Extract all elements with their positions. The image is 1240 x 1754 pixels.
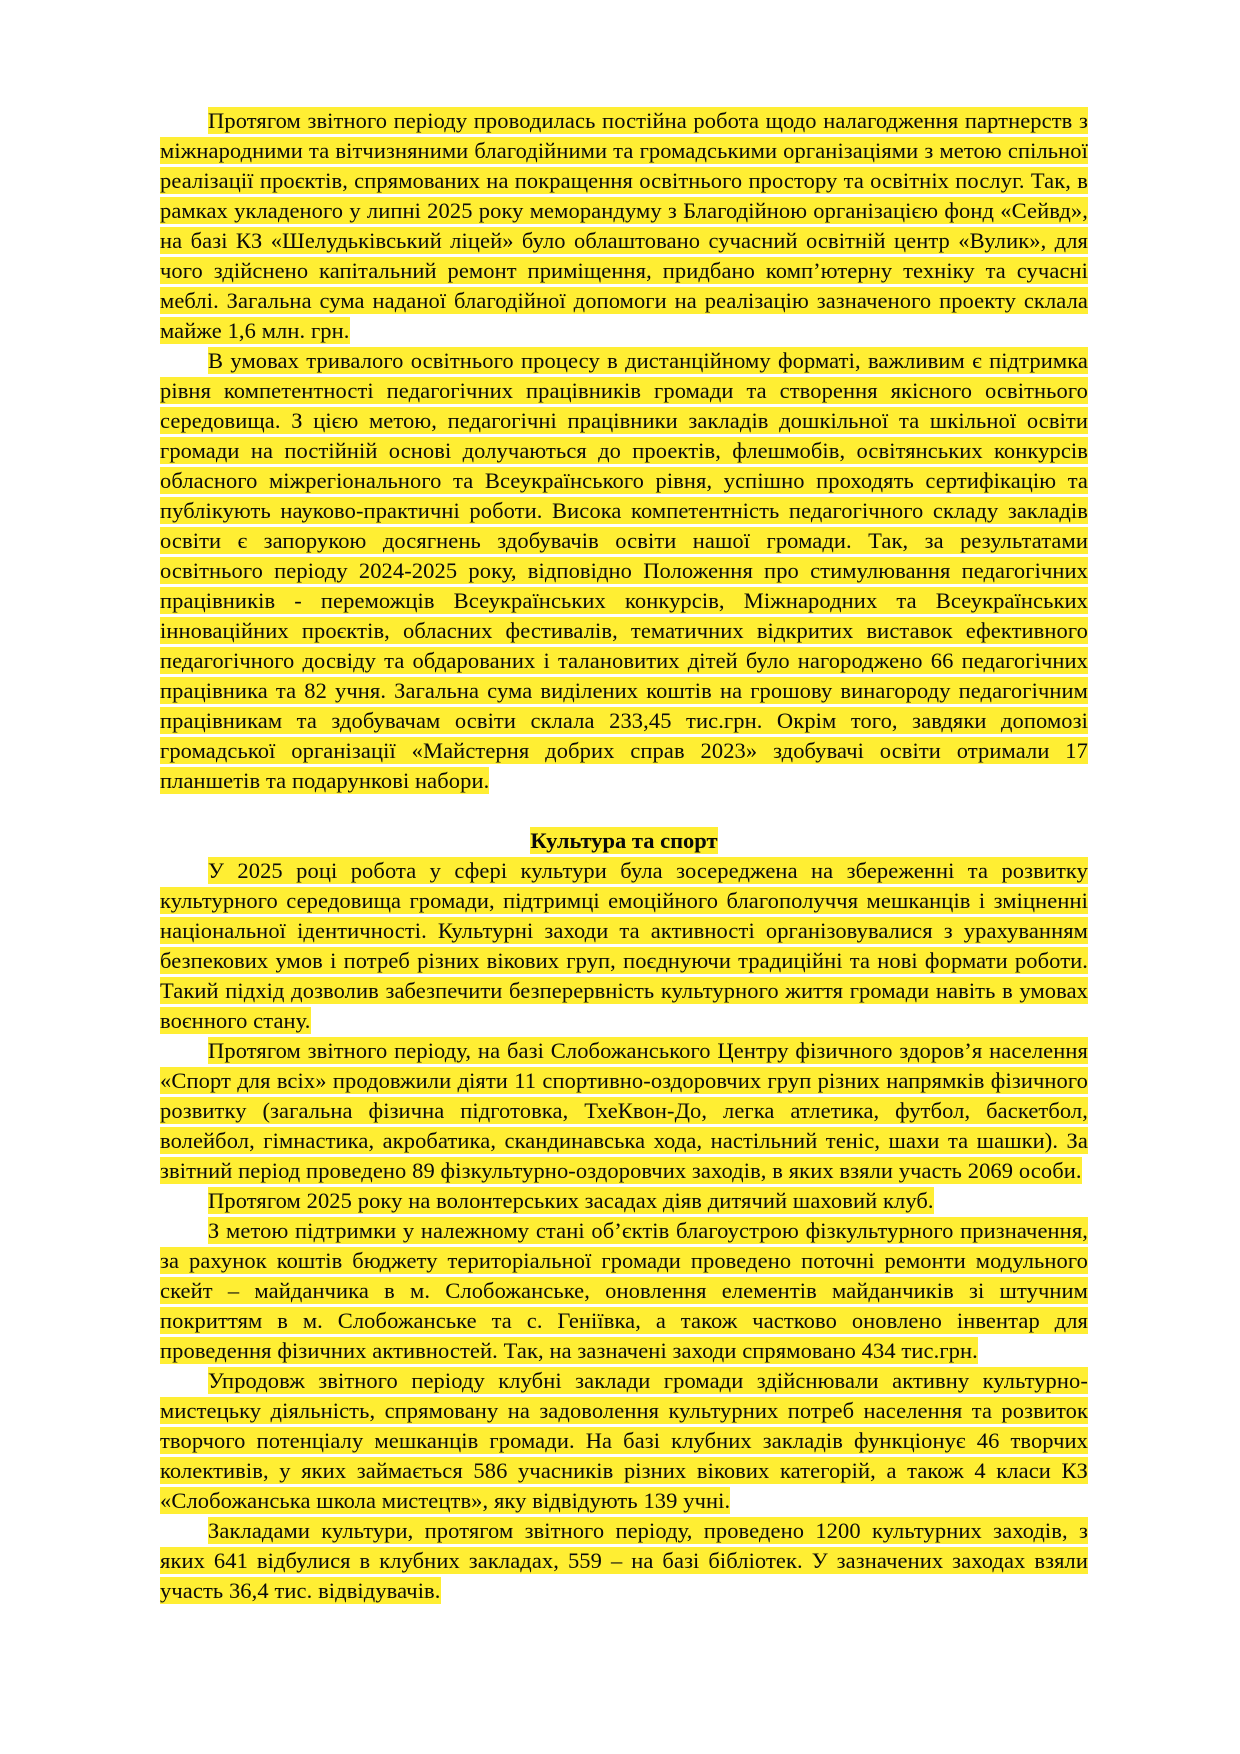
- highlighted-text: У 2025 році робота у сфері культури була зосереджена на збереженні та розвитку культурного середовища громади, підтримці емоційного благополуччя мешканців і зміцненні національної ідентичності. Культурні заходи та активності організовувалися з урахуванням безпекових умов і потреб різних вікових груп, поєднуючи традиційні та нові формати роботи. Такий підхід дозволив забезпечити безперервність культурного життя громади навіть в умовах воєнного стану.: [160, 858, 1088, 1033]
- body-paragraph: [160, 106, 1088, 346]
- body-paragraph: [160, 1186, 1088, 1216]
- body-paragraph: [160, 1216, 1088, 1366]
- section-heading: [160, 826, 1088, 856]
- highlighted-text: З метою підтримки у належному стані об’єктів благоустрою фізкультурного призначення, за рахунок коштів бюджету територіальної громади проведено поточні ремонти модульного скейт – майданчика в м. Слобожанське, оновлення елементів майданчиків зі штучним покриттям в м. Слобожанське та с. Геніївка, а також частково оновлено інвентар для проведення фізичних активностей. Так, на зазначені заходи спрямовано 434 тис.грн.: [160, 1218, 1088, 1363]
- highlighted-text: Протягом звітного періоду, на базі Слобожанського Центру фізичного здоров’я населення «Спорт для всіх» продовжили діяти 11 спортивно-оздоровчих груп різних напрямків фізичного розвитку (загальна фізична підготовка, ТхеКвон-До, легка атлетика, футбол, баскетбол, волейбол, гімнастика, акробатика, скандинавська хода, настільний теніс, шахи та шашки). За звітний період проведено 89 фізкультурно-оздоровчих заходів, в яких взяли участь 2069 особи.: [160, 1038, 1088, 1183]
- body-paragraph: [160, 1516, 1088, 1606]
- highlighted-text: Закладами культури, протягом звітного періоду, проведено 1200 культурних заходів, з яких 641 відбулися в клубних закладах, 559 – на базі бібліотек. У зазначених заходах взяли участь 36,4 тис. відвідувачів.: [160, 1518, 1088, 1603]
- body-paragraph: [160, 346, 1088, 796]
- section-heading-text: Культура та спорт: [530, 828, 718, 853]
- highlighted-text: Упродовж звітного періоду клубні заклади громади здійснювали активну культурно-мистецьку діяльність, спрямовану на задоволення культурних потреб населення та розвиток творчого потенціалу мешканців громади. На базі клубних закладів функціонує 46 творчих колективів, у яких займається 586 учасників різних вікових категорій, а також 4 класи КЗ «Слобожанська школа мистецтв», яку відвідують 139 учні.: [160, 1368, 1088, 1513]
- highlighted-text: Протягом 2025 року на волонтерських засадах діяв дитячий шаховий клуб.: [208, 1188, 934, 1213]
- body-paragraph: [160, 1036, 1088, 1186]
- highlighted-text: Протягом звітного періоду проводилась постійна робота щодо налагодження партнерств з міжнародними та вітчизняними благодійними та громадськими організаціями з метою спільної реалізації проєктів, спрямованих на покращення освітнього простору та освітніх послуг. Так, в рамках укладеного у липні 2025 року меморандуму з Благодійною організацією фонд «Сейвд», на базі КЗ «Шелудьківський ліцей» було облаштовано сучасний освітній центр «Вулик», для чого здійснено капітальний ремонт приміщення, придбано комп’ютерну техніку та сучасні меблі. Загальна сума наданої благодійної допомоги на реалізацію зазначеного проекту склала майже 1,6 млн. грн.: [160, 108, 1088, 343]
- body-paragraph: [160, 856, 1088, 1036]
- highlighted-text: В умовах тривалого освітнього процесу в дистанційному форматі, важливим є підтримка рівня компетентності педагогічних працівників громади та створення якісного освітнього середовища. З цією метою, педагогічні працівники закладів дошкільної та шкільної освіти громади на постійній основі долучаються до проектів, флешмобів, освітянських конкурсів обласного міжрегіонального та Всеукраїнського рівня, успішно проходять сертифікацію та публікують науково-практичні роботи. Висока компетентність педагогічного складу закладів освіти є запорукою досягнень здобувачів освіти нашої громади. Так, за результатами освітнього періоду 2024-2025 року, відповідно Положення про стимулювання педагогічних працівників - переможців Всеукраїнських конкурсів, Міжнародних та Всеукраїнських інноваційних проєктів, обласних фестивалів, тематичних відкритих виставок ефективного педагогічного досвіду та обдарованих і талановитих дітей було нагороджено 66 педагогічних працівника та 82 учня. Загальна сума виділених коштів на грошову винагороду педагогічним працівникам та здобувачам освіти склала 233,45 тис.грн. Окрім того, завдяки допомозі громадської організації «Майстерня добрих справ 2023» здобувачі освіти отримали 17 планшетів та подарункові набори.: [160, 348, 1088, 793]
- body-paragraph: [160, 1366, 1088, 1516]
